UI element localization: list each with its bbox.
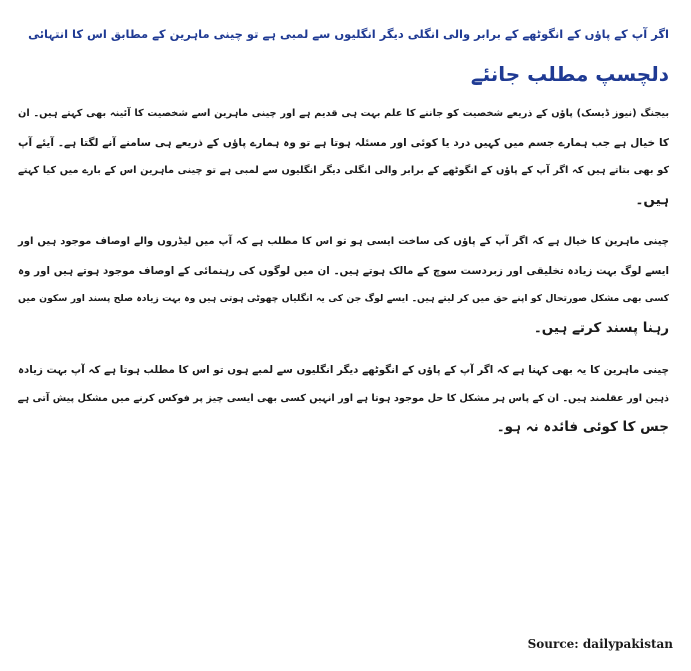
article-paragraph-3 — [18, 356, 669, 442]
paragraph-line: کو بھی بتاتے ہیں کہ اگر آپ کے پاؤں کے انگوٹھے کے برابر والی انگلی دیگر انگلیوں سے لمبی ہے تو چینی ماہرین اس کے بارے میں کیا کہتے — [18, 165, 669, 176]
headline-line: دلچسپ مطلب جانئے — [470, 62, 669, 86]
paragraph-line: ہیں۔ — [635, 191, 669, 208]
article-headline — [18, 14, 669, 94]
article-paragraph-1 — [18, 100, 669, 214]
article-paragraph-2 — [18, 228, 669, 342]
source-credit: Source: dailypakistan — [527, 637, 673, 651]
paragraph-line: کسی بھی مشکل صورتحال کو اپنے حق میں کر لیتے ہیں۔ ایسے لوگ جن کی یہ انگلیاں چھوٹی ہوتی ہیں وہ بہت زیادہ صلح پسند اور سکون میں — [18, 293, 669, 304]
paragraph-line: ایسے لوگ بہت زیادہ تخلیقی اور زبردست سوچ کے مالک ہوتے ہیں۔ ان میں لوگوں کی رہنمائی کے اوصاف موجود ہوتے ہیں اور وہ — [18, 264, 669, 277]
paragraph-line: بیجنگ (نیوز ڈیسک) پاؤں کے ذریعے شخصیت کو جاننے کا علم بہت ہی قدیم ہے اور چینی ماہرین اسے شخصیت کا آئینہ بھی کہتے ہیں۔ ان — [18, 108, 669, 119]
paragraph-line: رہنا پسند کرتے ہیں۔ — [533, 319, 669, 336]
paragraph-line: چینی ماہرین کا خیال ہے کہ اگر آپ کے پاؤں کی ساخت ایسی ہو تو اس کا مطلب ہے کہ آپ میں لیڈروں والے اوصاف موجود ہیں اور — [18, 236, 669, 247]
paragraph-line: ذہین اور عقلمند ہیں۔ ان کے پاس ہر مشکل کا حل موجود ہوتا ہے اور انہیں کسی بھی ایسی چیز پر فوکس کرنے میں مشکل پیش آتی ہے — [17, 392, 669, 404]
paragraph-line: کا خیال ہے جب ہمارے جسم میں کہیں درد یا کوئی اور مسئلہ ہوتا ہے تو وہ ہمارے پاؤں کے ذریعے ہی سامنے آنے لگتا ہے۔ آیئے آپ — [18, 136, 669, 149]
paragraph-line: جس کا کوئی فائدہ نہ ہو۔ — [496, 419, 669, 435]
headline-line: اگر آپ کے پاؤں کے انگوٹھے کے برابر والی انگلی دیگر انگلیوں سے لمبی ہے تو چینی ماہرین کے مطابق اس کا انتہائی — [28, 27, 669, 41]
paragraph-line: چینی ماہرین کا یہ بھی کہنا ہے کہ اگر آپ کے پاؤں کے انگوٹھے دیگر انگلیوں سے لمبے ہوں تو اس کا مطلب ہوتا ہے کہ آپ بہت زیادہ — [18, 364, 669, 376]
